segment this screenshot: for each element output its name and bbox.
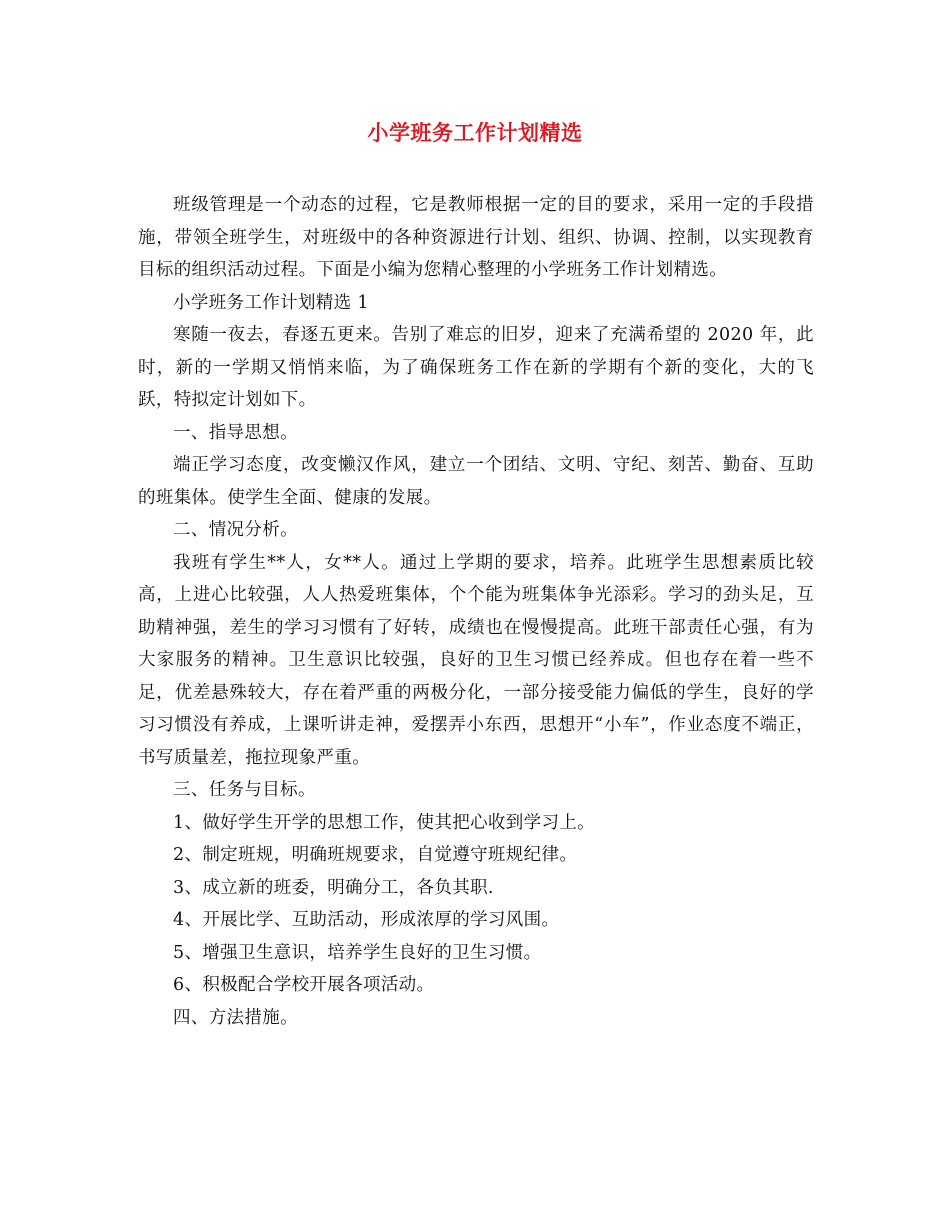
section-heading-guiding-thought: 一、指导思想。 — [173, 422, 298, 443]
list-item-task-2: 2、制定班规，明确班规要求，自觉遵守班规纪律。 — [173, 845, 578, 865]
section-heading-tasks-goals: 三、任务与目标。 — [173, 780, 316, 800]
list-item-task-1: 1、做好学生开学的思想工作，使其把心收到学习上。 — [173, 812, 596, 833]
document-body — [138, 189, 814, 1034]
paragraph-situation-analysis: 我班有学生**人，女**人。通过上学期的要求，培养。此班学生思想素质比较高，上进心比较强，人人热爱班集体，个个能为班集体争光添彩。学习的劲头足，互助精神强，差生的学习习惯有了好转，成绩也在慢慢提高。此班干部责任心强，有为大家服务的精神。卫生意识比较强，良好的卫生习惯已经养成。但也存在着一些不足，优差悬殊较大，存在着严重的两极分化，一部分接受能力偏低的学生，良好的学习习惯没有养成，上课听讲走神，爱摆弄小东西，思想开“小车”，作业态度不端正，书写质量差，拖拉现象严重。 — [138, 552, 814, 768]
section-heading-plan-1: 小学班务工作计划精选 1 — [173, 292, 369, 313]
paragraph-opening: 寒随一夜去，春逐五更来。告别了难忘的旧岁，迎来了充满希望的 2020 年，此时，新的一学期又悄悄来临，为了确保班务工作在新的学期有个新的变化，大的飞跃，特拟定计划如下。 — [138, 325, 814, 410]
section-heading-situation-analysis: 二、情况分析。 — [173, 520, 298, 540]
list-item-task-3: 3、成立新的班委，明确分工，各负其职. — [173, 877, 494, 898]
section-heading-methods: 四、方法措施。 — [173, 1007, 298, 1028]
list-item-task-6: 6、积极配合学校开展各项活动。 — [173, 975, 435, 995]
list-item-task-5: 5、增强卫生意识，培养学生良好的卫生习惯。 — [173, 942, 542, 963]
list-item-task-4: 4、开展比学、互助活动，形成浓厚的学习风围。 — [173, 910, 560, 930]
document-title: 小学班务工作计划精选 — [367, 120, 583, 145]
paragraph-guiding-thought: 端正学习态度，改变懒汉作风，建立一个团结、文明、守纪、刻苦、勤奋、互助的班集体。使学生全面、健康的发展。 — [138, 455, 814, 508]
paragraph-intro: 班级管理是一个动态的过程，它是教师根据一定的目的要求，采用一定的手段措施，带领全班学生，对班级中的各种资源进行计划、组织、协调、控制，以实现教育目标的组织活动过程。下面是小编为您精心整理的小学班务工作计划精选。 — [138, 195, 814, 280]
